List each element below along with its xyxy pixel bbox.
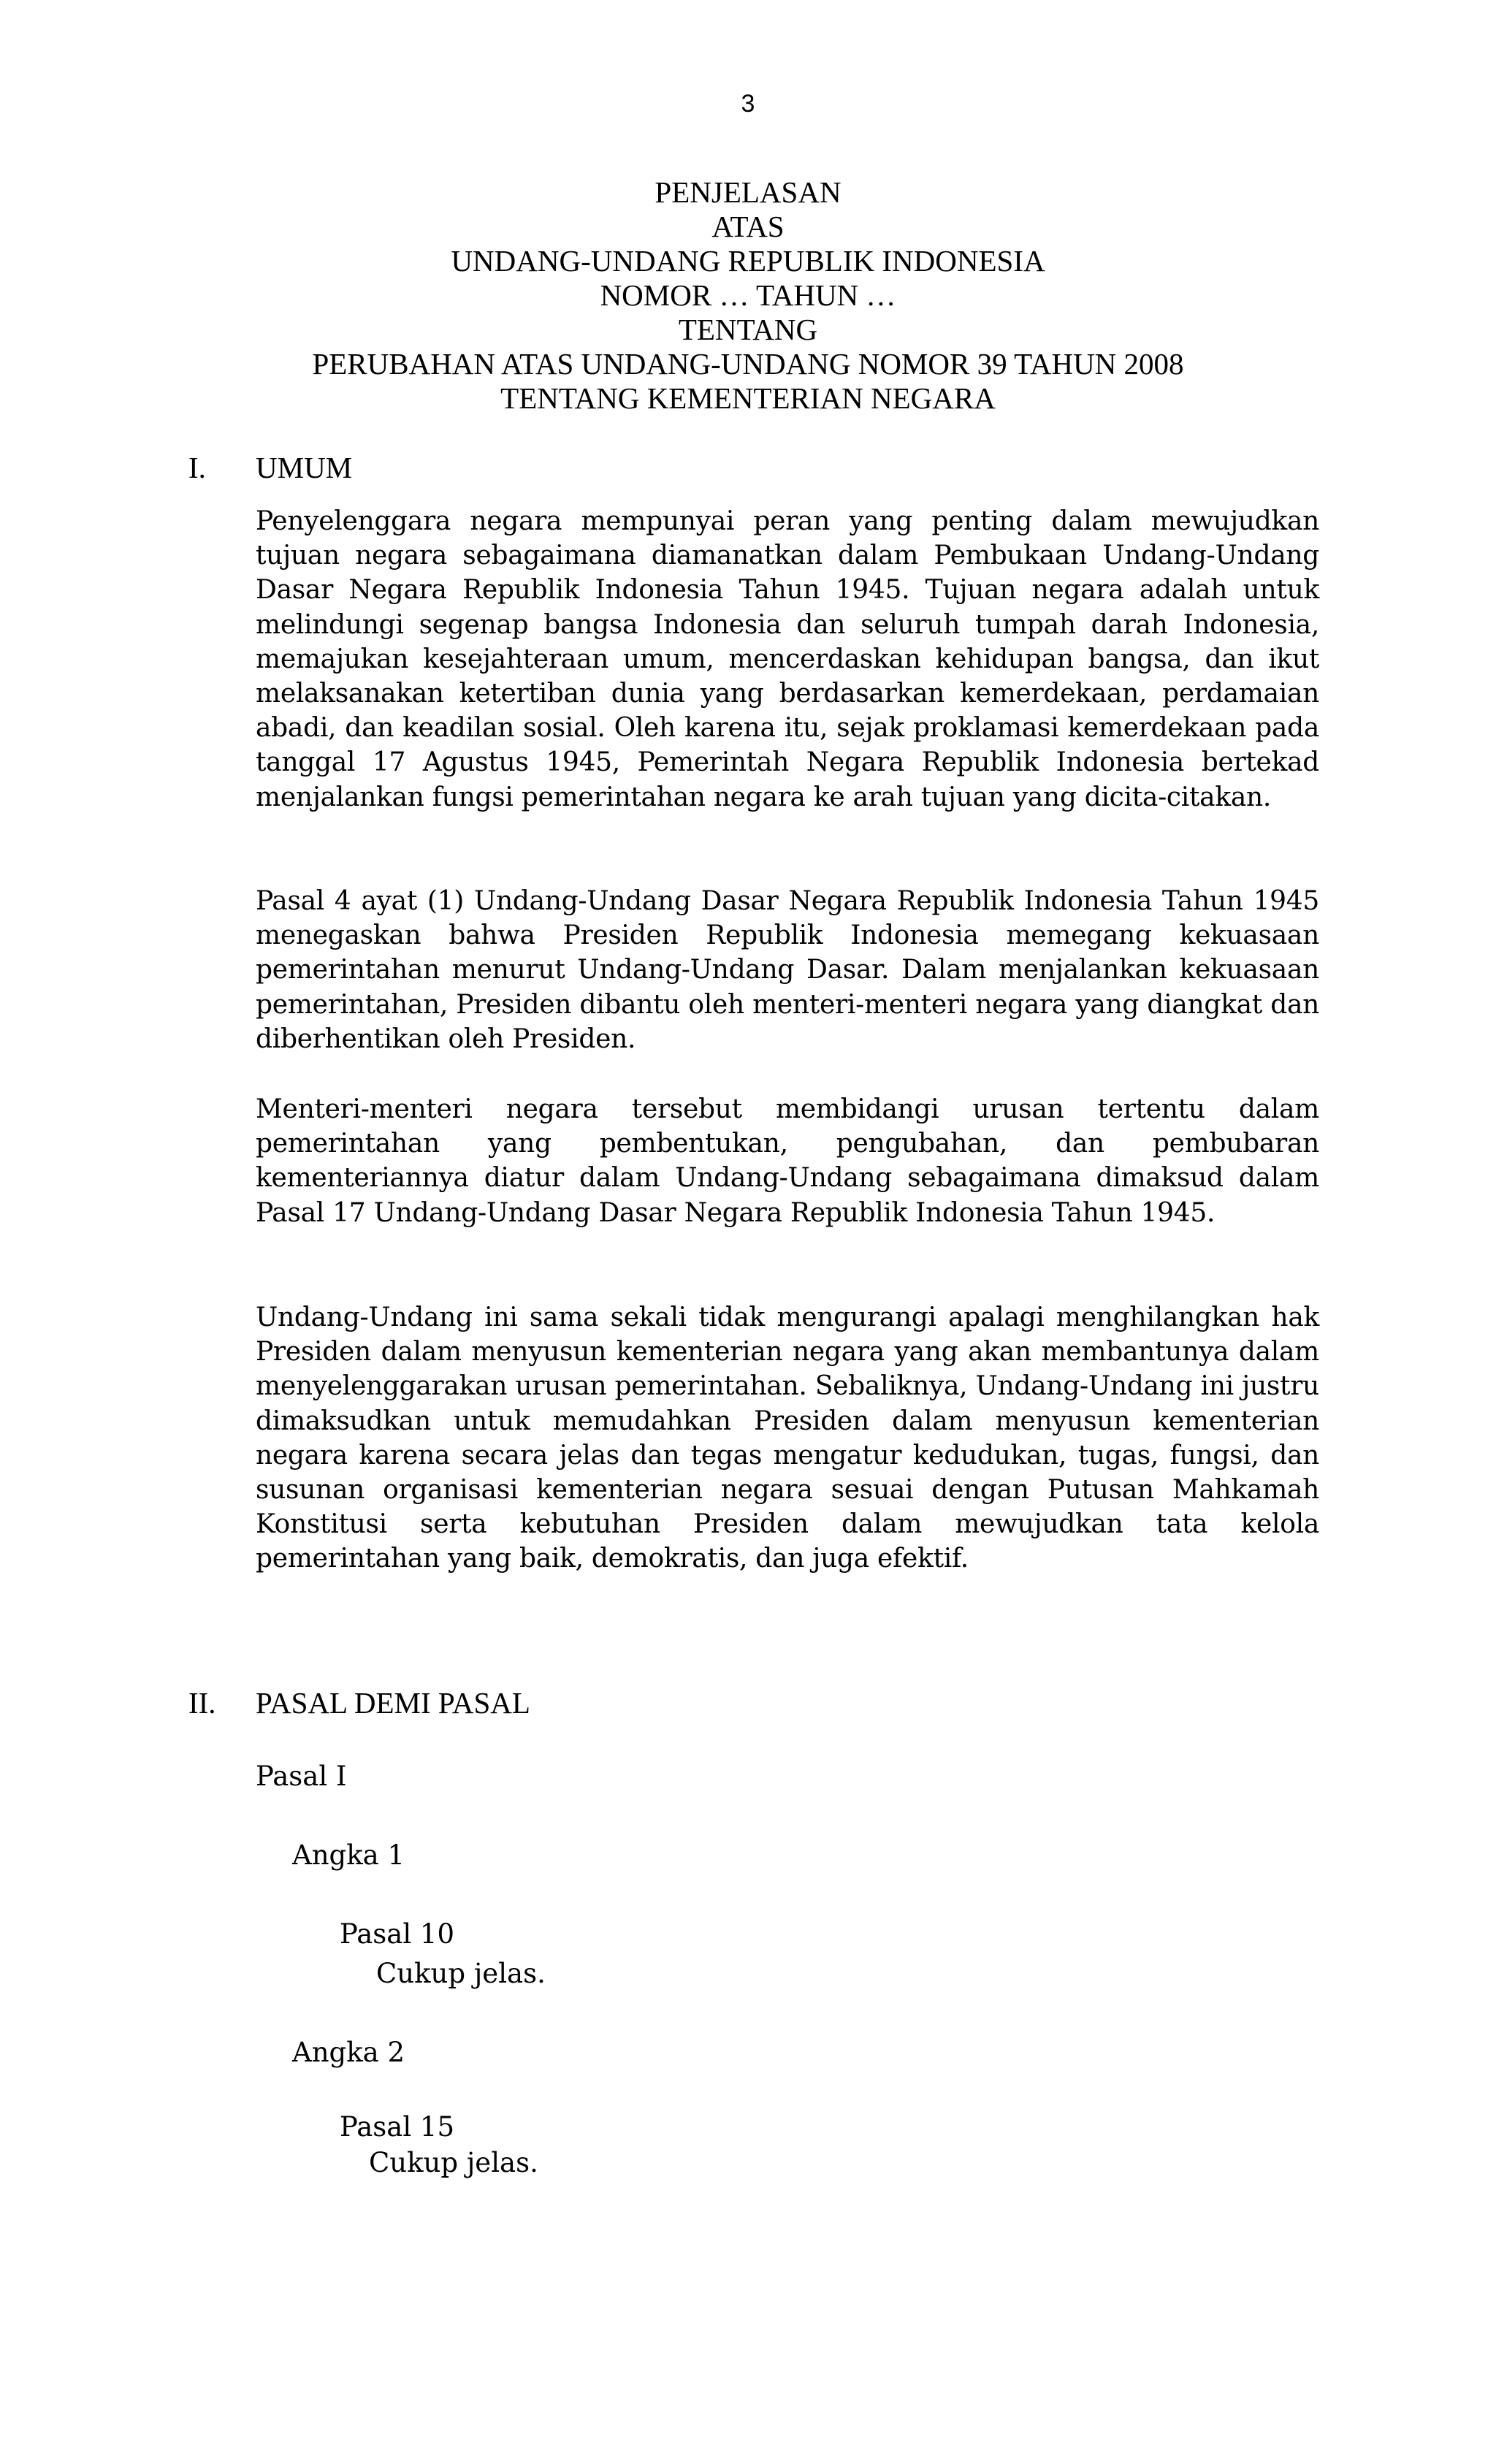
paragraph: Pasal 4 ayat (1) Undang-Undang Dasar Negara Republik Indonesia Tahun 1945 menegaskan bahwa Presiden Republik Indonesia memegang kekuasaan pemerintahan menurut Undang-Undang Dasar. Dalam menjalankan kekuasaan pemerintahan, Presiden dibantu oleh menteri-menteri negara yang diangkat dan diberhentikan oleh Presiden.: [256, 886, 1319, 1054]
title-line: NOMOR … TAHUN …: [600, 278, 896, 312]
paragraph: Penyelenggara negara mempunyai peran yang penting dalam mewujudkan tujuan negara sebagaimana diamanatkan dalam Pembukaan Undang-Undang Dasar Negara Republik Indonesia Tahun 1945. Tujuan negara adalah untuk melindungi segenap bangsa Indonesia dan seluruh tumpah darah Indonesia, memajukan kesejahteraan umum, mencerdaskan kehidupan bangsa, dan ikut melaksanakan ketertiban dunia yang berdasarkan kemerdekaan, perdamaian abadi, dan keadilan sosial. Oleh karena itu, sejak proklamasi kemerdekaan pada tanggal 17 Agustus 1945, Pemerintah Negara Republik Indonesia bertekad menjalankan fungsi pemerintahan negara ke arah tujuan yang dicita-citakan.: [256, 506, 1319, 812]
pasal-explanation: Cukup jelas.: [369, 2147, 538, 2178]
section-number: II.: [188, 1686, 216, 1720]
document-title: [0, 175, 1496, 416]
angka-heading: Angka 2: [292, 2037, 405, 2068]
pasal-explanation: Cukup jelas.: [376, 1958, 546, 1989]
title-line: PERUBAHAN ATAS UNDANG-UNDANG NOMOR 39 TAHUN 2008: [312, 347, 1184, 381]
pasal-subheading: Pasal 10: [340, 1918, 455, 1950]
title-line: TENTANG KEMENTERIAN NEGARA: [500, 381, 996, 415]
paragraph: Menteri-menteri negara tersebut membidangi urusan tertentu dalam pemerintahan yang pembentukan, pengubahan, dan pembubaran kementeriannya diatur dalam Undang-Undang sebagaimana dimaksud dalam Pasal 17 Undang-Undang Dasar Negara Republik Indonesia Tahun 1945.: [256, 1094, 1319, 1228]
title-line: ATAS: [711, 210, 785, 243]
section-number: I.: [188, 451, 206, 484]
pasal-heading: Pasal I: [256, 1761, 347, 1792]
title-line: UNDANG-UNDANG REPUBLIK INDONESIA: [451, 244, 1045, 278]
page-number: 3: [741, 90, 755, 118]
pasal-subheading: Pasal 15: [340, 2111, 455, 2143]
section-title: UMUM: [256, 451, 353, 484]
angka-heading: Angka 1: [292, 1839, 405, 1871]
title-line: PENJELASAN: [654, 175, 842, 209]
title-line: TENTANG: [678, 313, 818, 346]
paragraph: Undang-Undang ini sama sekali tidak mengurangi apalagi menghilangkan hak Presiden dalam menyusun kementerian negara yang akan membantunya dalam menyelenggarakan urusan pemerintahan. Sebaliknya, Undang-Undang ini justru dimaksudkan untuk memudahkan Presiden dalam menyusun kementerian negara karena secara jelas dan tegas mengatur kedudukan, tugas, fungsi, dan susunan organisasi kementerian negara sesuai dengan Putusan Mahkamah Konstitusi serta kebutuhan Presiden dalam mewujudkan tata kelola pemerintahan yang baik, demokratis, dan juga efektif.: [256, 1302, 1319, 1574]
section-title: PASAL DEMI PASAL: [256, 1686, 530, 1720]
